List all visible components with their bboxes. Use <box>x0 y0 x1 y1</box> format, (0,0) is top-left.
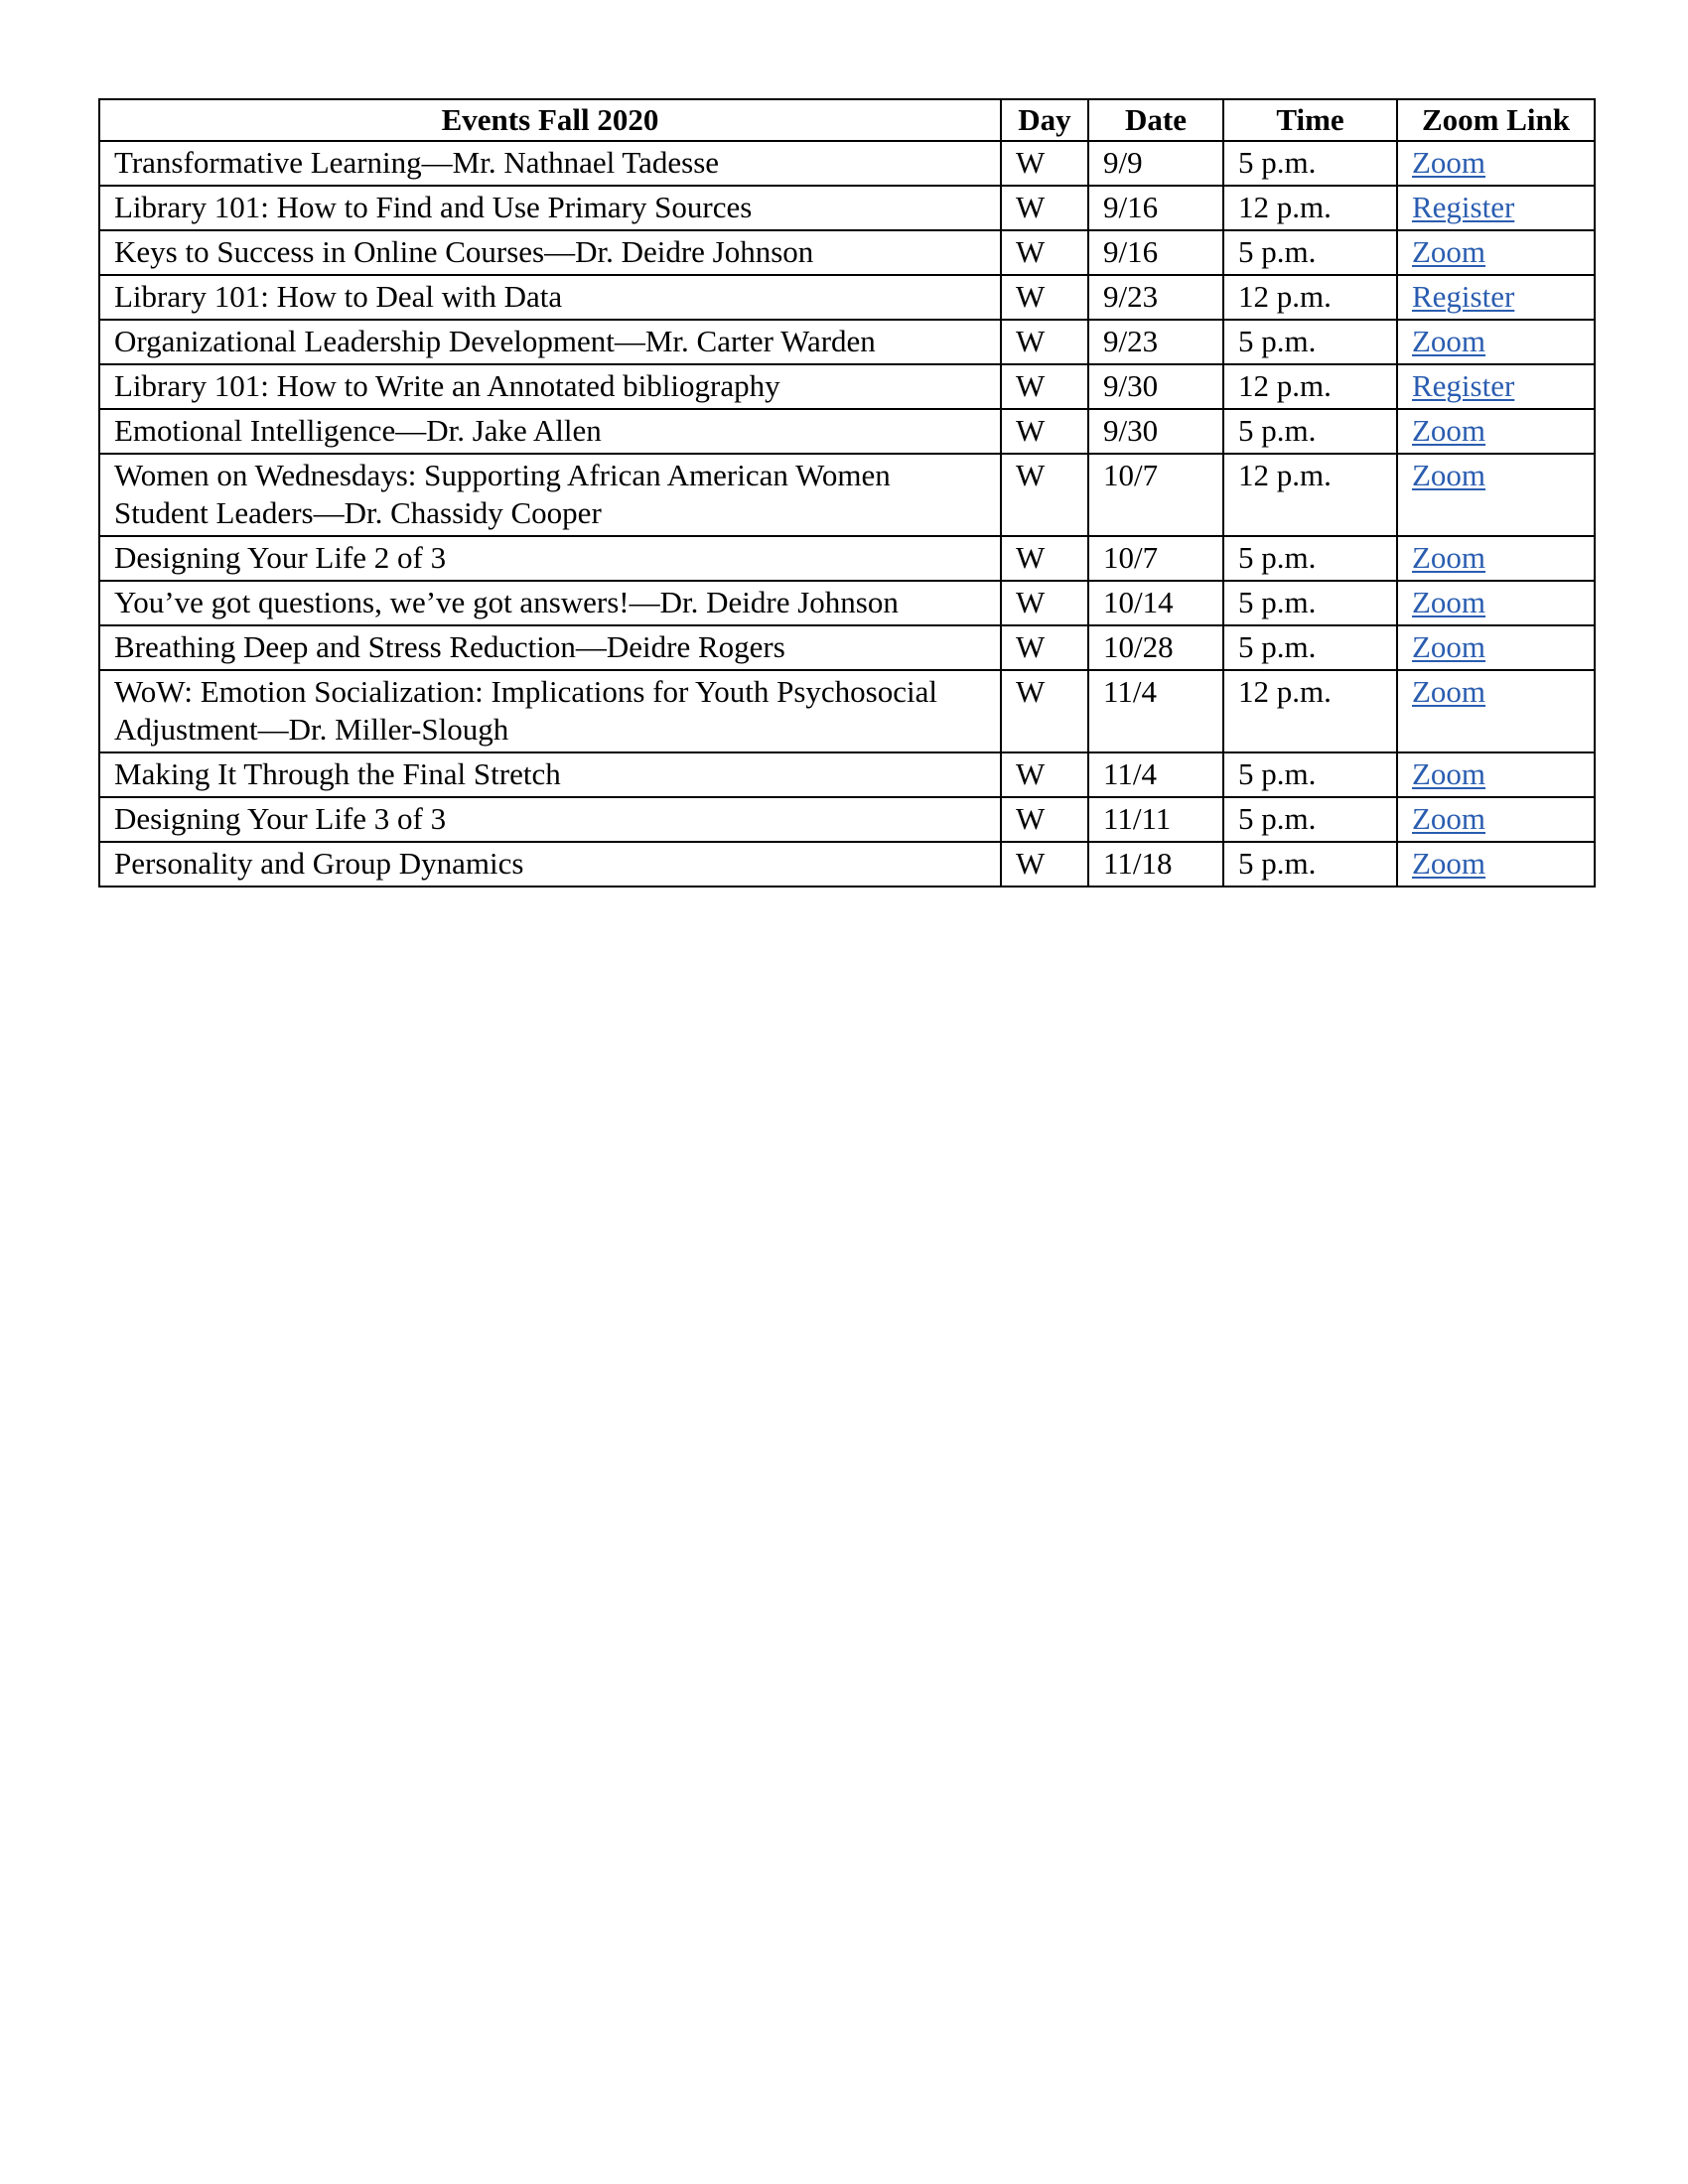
event-day: W <box>1001 230 1088 275</box>
event-date: 9/16 <box>1088 230 1223 275</box>
event-day: W <box>1001 842 1088 887</box>
event-link-cell <box>1397 186 1595 230</box>
table-row <box>99 625 1595 670</box>
event-link-cell <box>1397 536 1595 581</box>
event-link-cell <box>1397 230 1595 275</box>
table-row <box>99 842 1595 887</box>
table-row <box>99 141 1595 186</box>
event-time: 12 p.m. <box>1223 364 1397 409</box>
event-date: 9/30 <box>1088 409 1223 454</box>
table-row <box>99 364 1595 409</box>
event-title: Women on Wednesdays: Supporting African American Women Student Leaders—Dr. Chassidy Cooper <box>99 454 1001 536</box>
table-row <box>99 581 1595 625</box>
event-day: W <box>1001 625 1088 670</box>
event-date: 11/11 <box>1088 797 1223 842</box>
event-time: 5 p.m. <box>1223 320 1397 364</box>
event-time: 5 p.m. <box>1223 581 1397 625</box>
event-time: 12 p.m. <box>1223 454 1397 536</box>
event-time: 5 p.m. <box>1223 409 1397 454</box>
zoom-link[interactable]: Zoom <box>1412 234 1486 269</box>
event-date: 11/4 <box>1088 752 1223 797</box>
register-link[interactable]: Register <box>1412 279 1515 314</box>
event-link-cell <box>1397 364 1595 409</box>
event-date: 9/30 <box>1088 364 1223 409</box>
event-day: W <box>1001 141 1088 186</box>
event-day: W <box>1001 797 1088 842</box>
event-link-cell <box>1397 409 1595 454</box>
table-row <box>99 670 1595 752</box>
table-row <box>99 752 1595 797</box>
event-link-cell <box>1397 625 1595 670</box>
zoom-link[interactable]: Zoom <box>1412 674 1486 709</box>
zoom-link[interactable]: Zoom <box>1412 629 1486 664</box>
table-row <box>99 230 1595 275</box>
zoom-link[interactable]: Zoom <box>1412 756 1486 791</box>
header-date: Date <box>1088 99 1223 141</box>
table-header-row <box>99 99 1595 141</box>
event-date: 10/14 <box>1088 581 1223 625</box>
table-row <box>99 536 1595 581</box>
event-title: Transformative Learning—Mr. Nathnael Tadesse <box>99 141 1001 186</box>
event-day: W <box>1001 364 1088 409</box>
zoom-link[interactable]: Zoom <box>1412 585 1486 619</box>
event-time: 5 p.m. <box>1223 230 1397 275</box>
event-link-cell <box>1397 670 1595 752</box>
event-link-cell <box>1397 275 1595 320</box>
event-date: 9/9 <box>1088 141 1223 186</box>
event-link-cell <box>1397 454 1595 536</box>
event-day: W <box>1001 454 1088 536</box>
event-title: Library 101: How to Write an Annotated bibliography <box>99 364 1001 409</box>
event-title: WoW: Emotion Socialization: Implications for Youth Psychosocial Adjustment—Dr. Miller-Slough <box>99 670 1001 752</box>
event-link-cell <box>1397 581 1595 625</box>
zoom-link[interactable]: Zoom <box>1412 458 1486 492</box>
event-time: 5 p.m. <box>1223 842 1397 887</box>
zoom-link[interactable]: Zoom <box>1412 413 1486 448</box>
event-day: W <box>1001 536 1088 581</box>
event-link-cell <box>1397 797 1595 842</box>
event-title: Organizational Leadership Development—Mr. Carter Warden <box>99 320 1001 364</box>
header-link: Zoom Link <box>1397 99 1595 141</box>
table-row <box>99 320 1595 364</box>
event-title: Emotional Intelligence—Dr. Jake Allen <box>99 409 1001 454</box>
register-link[interactable]: Register <box>1412 190 1515 224</box>
event-title: Library 101: How to Find and Use Primary Sources <box>99 186 1001 230</box>
event-date: 11/18 <box>1088 842 1223 887</box>
event-title: Library 101: How to Deal with Data <box>99 275 1001 320</box>
event-date: 10/28 <box>1088 625 1223 670</box>
event-date: 11/4 <box>1088 670 1223 752</box>
table-row <box>99 797 1595 842</box>
zoom-link[interactable]: Zoom <box>1412 540 1486 575</box>
event-link-cell <box>1397 141 1595 186</box>
event-time: 12 p.m. <box>1223 670 1397 752</box>
event-day: W <box>1001 320 1088 364</box>
zoom-link[interactable]: Zoom <box>1412 324 1486 358</box>
event-title: Making It Through the Final Stretch <box>99 752 1001 797</box>
event-title: Designing Your Life 2 of 3 <box>99 536 1001 581</box>
event-date: 9/23 <box>1088 275 1223 320</box>
table-row <box>99 275 1595 320</box>
zoom-link[interactable]: Zoom <box>1412 846 1486 881</box>
table-row <box>99 454 1595 536</box>
event-date: 9/23 <box>1088 320 1223 364</box>
event-time: 12 p.m. <box>1223 275 1397 320</box>
event-link-cell <box>1397 752 1595 797</box>
event-day: W <box>1001 670 1088 752</box>
event-time: 5 p.m. <box>1223 797 1397 842</box>
event-date: 10/7 <box>1088 536 1223 581</box>
event-day: W <box>1001 409 1088 454</box>
events-table <box>98 98 1596 887</box>
event-day: W <box>1001 186 1088 230</box>
event-date: 9/16 <box>1088 186 1223 230</box>
event-link-cell <box>1397 320 1595 364</box>
table-row <box>99 186 1595 230</box>
event-time: 5 p.m. <box>1223 141 1397 186</box>
event-day: W <box>1001 752 1088 797</box>
event-time: 12 p.m. <box>1223 186 1397 230</box>
event-title: Keys to Success in Online Courses—Dr. Deidre Johnson <box>99 230 1001 275</box>
event-title: Personality and Group Dynamics <box>99 842 1001 887</box>
header-day: Day <box>1001 99 1088 141</box>
register-link[interactable]: Register <box>1412 368 1515 403</box>
event-time: 5 p.m. <box>1223 625 1397 670</box>
zoom-link[interactable]: Zoom <box>1412 801 1486 836</box>
event-time: 5 p.m. <box>1223 752 1397 797</box>
event-time: 5 p.m. <box>1223 536 1397 581</box>
event-link-cell <box>1397 842 1595 887</box>
event-day: W <box>1001 581 1088 625</box>
zoom-link[interactable]: Zoom <box>1412 145 1486 180</box>
event-date: 10/7 <box>1088 454 1223 536</box>
event-day: W <box>1001 275 1088 320</box>
table-row <box>99 409 1595 454</box>
event-title: You’ve got questions, we’ve got answers!—Dr. Deidre Johnson <box>99 581 1001 625</box>
header-time: Time <box>1223 99 1397 141</box>
event-title: Designing Your Life 3 of 3 <box>99 797 1001 842</box>
event-title: Breathing Deep and Stress Reduction—Deidre Rogers <box>99 625 1001 670</box>
header-event: Events Fall 2020 <box>99 99 1001 141</box>
